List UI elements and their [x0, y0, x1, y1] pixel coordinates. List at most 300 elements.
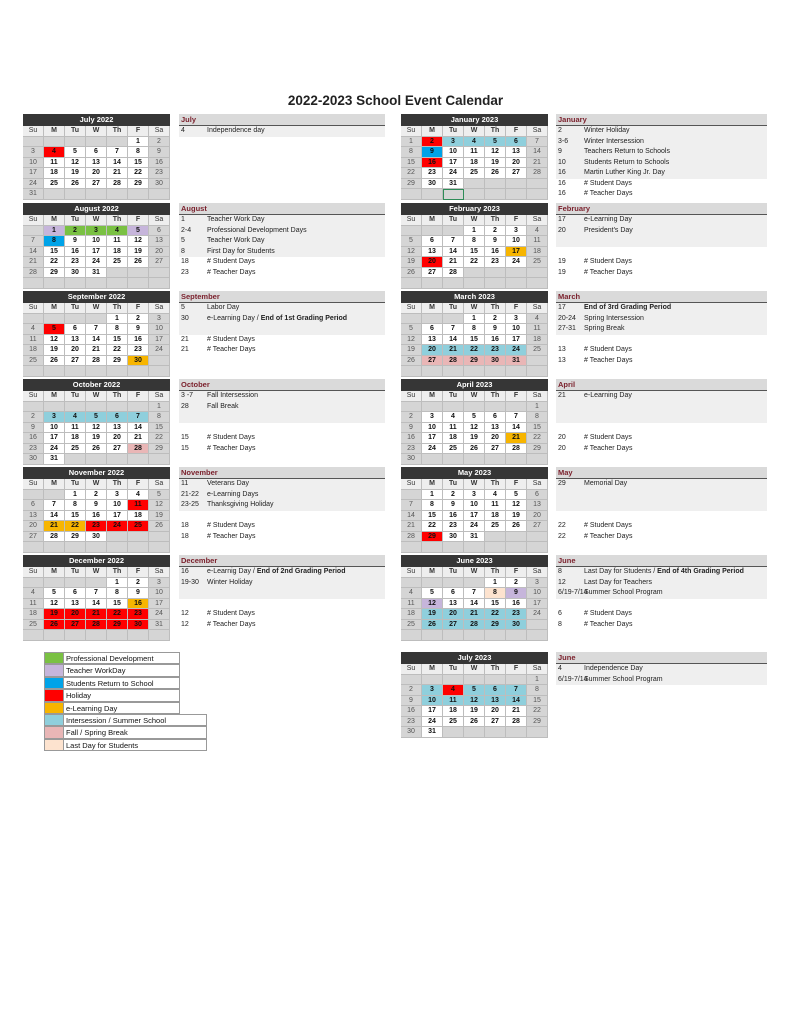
day-cell[interactable]: 7 [128, 412, 149, 423]
day-cell[interactable]: 5 [65, 147, 86, 158]
day-cell[interactable]: 27 [443, 620, 464, 631]
day-cell[interactable]: 10 [422, 696, 443, 707]
day-cell[interactable]: 3 [107, 490, 128, 501]
day-cell[interactable]: 5 [422, 588, 443, 599]
day-cell[interactable]: 30 [128, 620, 149, 631]
day-cell[interactable]: 9 [65, 236, 86, 247]
day-cell[interactable]: 13 [65, 335, 86, 346]
day-cell[interactable]: 13 [65, 599, 86, 610]
day-cell[interactable]: 20 [86, 168, 107, 179]
day-cell[interactable]: 3 [506, 314, 527, 325]
day-cell[interactable]: 22 [107, 345, 128, 356]
day-cell[interactable]: 16 [128, 599, 149, 610]
day-cell[interactable]: 1 [149, 402, 170, 413]
day-cell[interactable]: 13 [527, 500, 548, 511]
day-cell[interactable]: 18 [464, 158, 485, 169]
day-cell[interactable]: 25 [23, 356, 44, 367]
day-cell[interactable]: 30 [128, 356, 149, 367]
day-cell[interactable]: 28 [464, 620, 485, 631]
day-cell[interactable]: 13 [422, 247, 443, 258]
day-cell[interactable]: 27 [422, 356, 443, 367]
day-cell[interactable]: 27 [107, 444, 128, 455]
day-cell[interactable]: 4 [107, 226, 128, 237]
day-cell[interactable]: 26 [44, 620, 65, 631]
day-cell[interactable]: 10 [86, 236, 107, 247]
day-cell[interactable]: 9 [485, 236, 506, 247]
day-cell[interactable]: 16 [149, 158, 170, 169]
day-cell[interactable]: 8 [149, 412, 170, 423]
day-cell[interactable]: 7 [527, 137, 548, 148]
day-cell[interactable]: 12 [44, 599, 65, 610]
day-cell[interactable]: 4 [23, 324, 44, 335]
day-cell[interactable]: 26 [401, 356, 422, 367]
day-cell[interactable]: 11 [527, 324, 548, 335]
day-cell[interactable]: 1 [44, 226, 65, 237]
day-cell[interactable]: 30 [506, 620, 527, 631]
day-cell[interactable]: 29 [65, 532, 86, 543]
day-cell[interactable]: 4 [443, 685, 464, 696]
day-cell[interactable]: 25 [128, 521, 149, 532]
day-cell[interactable]: 22 [527, 706, 548, 717]
day-cell[interactable]: 6 [443, 588, 464, 599]
day-cell[interactable]: 12 [464, 696, 485, 707]
day-cell[interactable]: 12 [149, 500, 170, 511]
day-cell[interactable]: 21 [23, 257, 44, 268]
day-cell[interactable]: 8 [65, 500, 86, 511]
day-cell[interactable]: 15 [422, 511, 443, 522]
day-cell[interactable]: 11 [527, 236, 548, 247]
day-cell[interactable]: 24 [527, 609, 548, 620]
day-cell[interactable]: 14 [443, 247, 464, 258]
day-cell[interactable]: 8 [464, 324, 485, 335]
day-cell[interactable]: 1 [107, 314, 128, 325]
day-cell[interactable]: 20 [149, 247, 170, 258]
day-cell[interactable]: 1 [128, 137, 149, 148]
day-cell[interactable]: 26 [422, 620, 443, 631]
day-cell[interactable]: 11 [464, 147, 485, 158]
day-cell[interactable]: 29 [107, 356, 128, 367]
day-cell[interactable]: 18 [107, 247, 128, 258]
day-cell[interactable]: 3 [86, 226, 107, 237]
day-cell[interactable]: 9 [149, 147, 170, 158]
day-cell[interactable]: 17 [422, 433, 443, 444]
day-cell[interactable]: 6 [485, 412, 506, 423]
day-cell[interactable]: 3 [422, 412, 443, 423]
day-cell[interactable]: 2 [506, 578, 527, 589]
day-cell[interactable]: 22 [107, 609, 128, 620]
day-cell[interactable]: 24 [422, 717, 443, 728]
day-cell[interactable]: 6 [422, 236, 443, 247]
day-cell[interactable]: 25 [527, 257, 548, 268]
day-cell[interactable]: 11 [23, 335, 44, 346]
day-cell[interactable]: 7 [506, 685, 527, 696]
day-cell[interactable]: 11 [107, 236, 128, 247]
day-cell[interactable]: 26 [464, 444, 485, 455]
day-cell[interactable]: 13 [107, 423, 128, 434]
day-cell[interactable]: 10 [149, 324, 170, 335]
day-cell[interactable]: 23 [401, 717, 422, 728]
day-cell[interactable]: 15 [149, 423, 170, 434]
day-cell[interactable]: 15 [527, 423, 548, 434]
day-cell[interactable]: 4 [401, 588, 422, 599]
day-cell[interactable]: 28 [86, 620, 107, 631]
day-cell[interactable]: 2 [485, 314, 506, 325]
day-cell[interactable]: 14 [401, 511, 422, 522]
day-cell[interactable]: 2 [23, 412, 44, 423]
day-cell[interactable]: 1 [464, 314, 485, 325]
day-cell[interactable]: 11 [23, 599, 44, 610]
day-cell[interactable]: 28 [527, 168, 548, 179]
day-cell[interactable]: 9 [401, 696, 422, 707]
day-cell[interactable]: 4 [464, 137, 485, 148]
day-cell[interactable]: 6 [107, 412, 128, 423]
day-cell[interactable]: 25 [464, 168, 485, 179]
day-cell[interactable]: 4 [527, 226, 548, 237]
day-cell[interactable]: 15 [107, 335, 128, 346]
day-cell[interactable]: 12 [86, 423, 107, 434]
day-cell[interactable]: 27 [86, 179, 107, 190]
day-cell[interactable]: 9 [128, 324, 149, 335]
day-cell[interactable]: 28 [23, 268, 44, 279]
day-cell[interactable]: 16 [401, 433, 422, 444]
day-cell[interactable]: 12 [464, 423, 485, 434]
day-cell[interactable]: 29 [485, 620, 506, 631]
day-cell[interactable]: 21 [506, 433, 527, 444]
day-cell[interactable]: 26 [65, 179, 86, 190]
day-cell[interactable]: 25 [443, 444, 464, 455]
day-cell[interactable]: 12 [485, 147, 506, 158]
day-cell[interactable]: 5 [464, 685, 485, 696]
day-cell[interactable]: 8 [422, 500, 443, 511]
day-cell[interactable]: 3 [527, 578, 548, 589]
day-cell[interactable]: 23 [128, 609, 149, 620]
day-cell[interactable]: 15 [401, 158, 422, 169]
day-cell[interactable]: 2 [149, 137, 170, 148]
day-cell[interactable]: 8 [107, 324, 128, 335]
day-cell[interactable]: 20 [485, 433, 506, 444]
day-cell[interactable]: 14 [527, 147, 548, 158]
day-cell[interactable]: 12 [506, 500, 527, 511]
day-cell[interactable]: 26 [44, 356, 65, 367]
day-cell[interactable]: 18 [44, 168, 65, 179]
day-cell[interactable]: 16 [422, 158, 443, 169]
day-cell[interactable]: 20 [443, 609, 464, 620]
day-cell[interactable]: 7 [23, 236, 44, 247]
day-cell[interactable]: 28 [401, 532, 422, 543]
day-cell[interactable]: 22 [149, 433, 170, 444]
day-cell[interactable]: 24 [107, 521, 128, 532]
day-cell[interactable]: 29 [527, 444, 548, 455]
day-cell[interactable]: 17 [149, 335, 170, 346]
day-cell[interactable]: 29 [128, 179, 149, 190]
day-cell[interactable]: 26 [485, 168, 506, 179]
day-cell[interactable]: 16 [401, 706, 422, 717]
day-cell[interactable]: 2 [86, 490, 107, 501]
day-cell[interactable]: 14 [44, 511, 65, 522]
day-cell[interactable]: 21 [107, 168, 128, 179]
day-cell[interactable]: 14 [107, 158, 128, 169]
day-cell[interactable]: 7 [107, 147, 128, 158]
day-cell[interactable]: 27 [65, 356, 86, 367]
day-cell[interactable]: 18 [485, 511, 506, 522]
day-cell[interactable]: 30 [401, 454, 422, 465]
day-cell[interactable]: 6 [485, 685, 506, 696]
day-cell[interactable]: 17 [464, 511, 485, 522]
day-cell[interactable]: 1 [65, 490, 86, 501]
day-cell[interactable]: 30 [443, 532, 464, 543]
day-cell[interactable]: 16 [506, 599, 527, 610]
day-cell[interactable]: 29 [401, 179, 422, 190]
day-cell[interactable]: 24 [506, 345, 527, 356]
day-cell[interactable]: 24 [506, 257, 527, 268]
day-cell[interactable]: 4 [527, 314, 548, 325]
day-cell[interactable]: 29 [44, 268, 65, 279]
day-cell[interactable]: 13 [485, 696, 506, 707]
day-cell[interactable]: 21 [443, 345, 464, 356]
day-cell[interactable]: 10 [23, 158, 44, 169]
day-cell[interactable]: 28 [86, 356, 107, 367]
day-cell[interactable]: 29 [464, 356, 485, 367]
day-cell[interactable]: 1 [485, 578, 506, 589]
day-cell[interactable]: 29 [527, 717, 548, 728]
day-cell[interactable]: 2 [401, 685, 422, 696]
day-cell[interactable]: 23 [506, 609, 527, 620]
day-cell[interactable]: 20 [422, 257, 443, 268]
day-cell[interactable]: 22 [401, 168, 422, 179]
day-cell[interactable]: 12 [44, 335, 65, 346]
day-cell[interactable]: 11 [485, 500, 506, 511]
day-cell[interactable]: 18 [23, 609, 44, 620]
day-cell[interactable]: 20 [527, 511, 548, 522]
day-cell[interactable]: 31 [86, 268, 107, 279]
day-cell[interactable]: 3 [149, 314, 170, 325]
day-cell[interactable]: 12 [65, 158, 86, 169]
day-cell[interactable]: 16 [86, 511, 107, 522]
day-cell[interactable]: 17 [44, 433, 65, 444]
day-cell[interactable]: 31 [464, 532, 485, 543]
day-cell[interactable]: 14 [86, 335, 107, 346]
day-cell[interactable]: 18 [443, 706, 464, 717]
day-cell[interactable]: 9 [401, 423, 422, 434]
day-cell[interactable]: 3 [149, 578, 170, 589]
day-cell[interactable]: 19 [401, 257, 422, 268]
day-cell[interactable]: 17 [506, 335, 527, 346]
day-cell[interactable]: 7 [86, 324, 107, 335]
day-cell[interactable]: 16 [485, 247, 506, 258]
day-cell[interactable]: 8 [107, 588, 128, 599]
day-cell[interactable]: 5 [401, 324, 422, 335]
day-cell[interactable]: 3 [443, 137, 464, 148]
day-cell[interactable]: 27 [422, 268, 443, 279]
day-cell[interactable]: 2 [443, 490, 464, 501]
day-cell[interactable]: 13 [422, 335, 443, 346]
day-cell[interactable]: 8 [464, 236, 485, 247]
day-cell[interactable]: 6 [527, 490, 548, 501]
day-cell[interactable]: 14 [464, 599, 485, 610]
day-cell[interactable]: 9 [506, 588, 527, 599]
day-cell[interactable]: 8 [128, 147, 149, 158]
day-cell[interactable]: 11 [443, 423, 464, 434]
day-cell[interactable]: 1 [527, 675, 548, 686]
day-cell[interactable]: 4 [23, 588, 44, 599]
day-cell[interactable]: 20 [65, 345, 86, 356]
day-cell[interactable]: 15 [464, 247, 485, 258]
day-cell[interactable]: 30 [149, 179, 170, 190]
day-cell[interactable]: 27 [485, 717, 506, 728]
day-cell[interactable]: 7 [44, 500, 65, 511]
day-cell[interactable]: 19 [464, 433, 485, 444]
day-cell[interactable]: 5 [485, 137, 506, 148]
day-cell[interactable]: 16 [485, 335, 506, 346]
day-cell[interactable]: 23 [149, 168, 170, 179]
day-cell[interactable]: 31 [506, 356, 527, 367]
day-cell[interactable]: 19 [65, 168, 86, 179]
day-cell[interactable]: 4 [65, 412, 86, 423]
day-cell[interactable]: 5 [86, 412, 107, 423]
day-cell[interactable]: 22 [527, 433, 548, 444]
day-cell[interactable]: 8 [527, 685, 548, 696]
day-cell[interactable]: 20 [506, 158, 527, 169]
day-cell[interactable]: 31 [44, 454, 65, 465]
day-cell[interactable]: 7 [443, 324, 464, 335]
day-cell[interactable]: 25 [485, 521, 506, 532]
day-cell[interactable]: 11 [65, 423, 86, 434]
day-cell[interactable]: 10 [44, 423, 65, 434]
day-cell[interactable]: 31 [443, 179, 464, 190]
day-cell[interactable]: 19 [506, 511, 527, 522]
day-cell[interactable]: 21 [527, 158, 548, 169]
day-cell[interactable]: 1 [527, 402, 548, 413]
day-cell[interactable]: 23 [128, 345, 149, 356]
day-cell[interactable]: 10 [527, 588, 548, 599]
day-cell[interactable]: 5 [44, 324, 65, 335]
day-cell[interactable]: 8 [44, 236, 65, 247]
day-cell[interactable]: 23 [23, 444, 44, 455]
day-cell[interactable]: 29 [422, 532, 443, 543]
day-cell[interactable]: 18 [527, 335, 548, 346]
day-cell[interactable]: 23 [401, 444, 422, 455]
day-cell[interactable]: 25 [107, 257, 128, 268]
day-cell[interactable]: 28 [506, 444, 527, 455]
day-cell[interactable]: 8 [527, 412, 548, 423]
day-cell[interactable]: 6 [65, 588, 86, 599]
day-cell[interactable]: 8 [401, 147, 422, 158]
day-cell[interactable]: 2 [401, 412, 422, 423]
day-cell[interactable]: 4 [485, 490, 506, 501]
day-cell[interactable]: 6 [149, 226, 170, 237]
day-cell[interactable]: 25 [23, 620, 44, 631]
day-cell[interactable]: 4 [443, 412, 464, 423]
day-cell[interactable]: 3 [464, 490, 485, 501]
day-cell[interactable]: 30 [65, 268, 86, 279]
day-cell[interactable]: 11 [401, 599, 422, 610]
day-cell[interactable]: 19 [464, 706, 485, 717]
day-cell[interactable]: 27 [65, 620, 86, 631]
day-cell[interactable]: 17 [107, 511, 128, 522]
day-cell[interactable]: 8 [485, 588, 506, 599]
day-cell[interactable]: 21 [128, 433, 149, 444]
day-cell[interactable]: 17 [506, 247, 527, 258]
day-cell[interactable]: 21 [506, 706, 527, 717]
day-cell[interactable]: 18 [527, 247, 548, 258]
day-cell[interactable]: 21 [44, 521, 65, 532]
day-cell[interactable]: 20 [107, 433, 128, 444]
day-cell[interactable]: 28 [107, 179, 128, 190]
day-cell[interactable]: 17 [443, 158, 464, 169]
day-cell[interactable]: 3 [23, 147, 44, 158]
day-cell[interactable]: 22 [464, 257, 485, 268]
day-cell[interactable]: 26 [149, 521, 170, 532]
day-cell[interactable]: 5 [506, 490, 527, 501]
day-cell[interactable]: 24 [149, 609, 170, 620]
day-cell[interactable]: 17 [422, 706, 443, 717]
day-cell[interactable]: 4 [44, 147, 65, 158]
day-cell[interactable]: 26 [464, 717, 485, 728]
day-cell[interactable]: 3 [422, 685, 443, 696]
day-cell[interactable]: 26 [401, 268, 422, 279]
day-cell[interactable]: 10 [149, 588, 170, 599]
day-cell[interactable]: 27 [527, 521, 548, 532]
day-cell[interactable]: 15 [107, 599, 128, 610]
day-cell[interactable]: 1 [464, 226, 485, 237]
day-cell[interactable]: 25 [443, 717, 464, 728]
day-cell[interactable]: 14 [23, 247, 44, 258]
day-cell[interactable]: 3 [44, 412, 65, 423]
day-cell[interactable]: 15 [464, 335, 485, 346]
day-cell[interactable]: 23 [86, 521, 107, 532]
day-cell[interactable]: 21 [443, 257, 464, 268]
day-cell[interactable]: 21 [86, 345, 107, 356]
day-cell[interactable]: 14 [506, 423, 527, 434]
day-cell[interactable]: 27 [149, 257, 170, 268]
day-cell[interactable]: 22 [485, 609, 506, 620]
day-cell[interactable]: 11 [44, 158, 65, 169]
day-cell[interactable]: 7 [464, 588, 485, 599]
day-cell[interactable]: 29 [149, 444, 170, 455]
day-cell[interactable]: 24 [422, 444, 443, 455]
day-cell[interactable]: 11 [128, 500, 149, 511]
day-cell[interactable]: 21 [464, 609, 485, 620]
day-cell[interactable]: 17 [86, 247, 107, 258]
day-cell[interactable]: 9 [23, 423, 44, 434]
day-cell[interactable]: 10 [506, 324, 527, 335]
day-cell[interactable]: 28 [128, 444, 149, 455]
day-cell[interactable]: 5 [44, 588, 65, 599]
day-cell[interactable]: 7 [86, 588, 107, 599]
day-cell[interactable]: 31 [422, 727, 443, 738]
day-cell[interactable]: 26 [86, 444, 107, 455]
day-cell[interactable]: 15 [65, 511, 86, 522]
day-cell[interactable]: 6 [506, 137, 527, 148]
day-cell[interactable]: 13 [443, 599, 464, 610]
day-cell[interactable]: 24 [443, 168, 464, 179]
day-cell[interactable]: 12 [422, 599, 443, 610]
day-cell[interactable]: 30 [422, 179, 443, 190]
day-cell[interactable]: 13 [86, 158, 107, 169]
day-cell[interactable]: 22 [422, 521, 443, 532]
day-cell[interactable]: 24 [149, 345, 170, 356]
day-cell[interactable]: 5 [149, 490, 170, 501]
day-cell[interactable]: 2 [128, 578, 149, 589]
day-cell[interactable]: 19 [401, 345, 422, 356]
day-cell[interactable]: 22 [44, 257, 65, 268]
day-cell[interactable]: 23 [485, 345, 506, 356]
day-cell[interactable]: 2 [422, 137, 443, 148]
day-cell[interactable]: 22 [464, 345, 485, 356]
day-cell[interactable]: 14 [506, 696, 527, 707]
day-cell[interactable]: 18 [65, 433, 86, 444]
day-cell[interactable]: 21 [401, 521, 422, 532]
